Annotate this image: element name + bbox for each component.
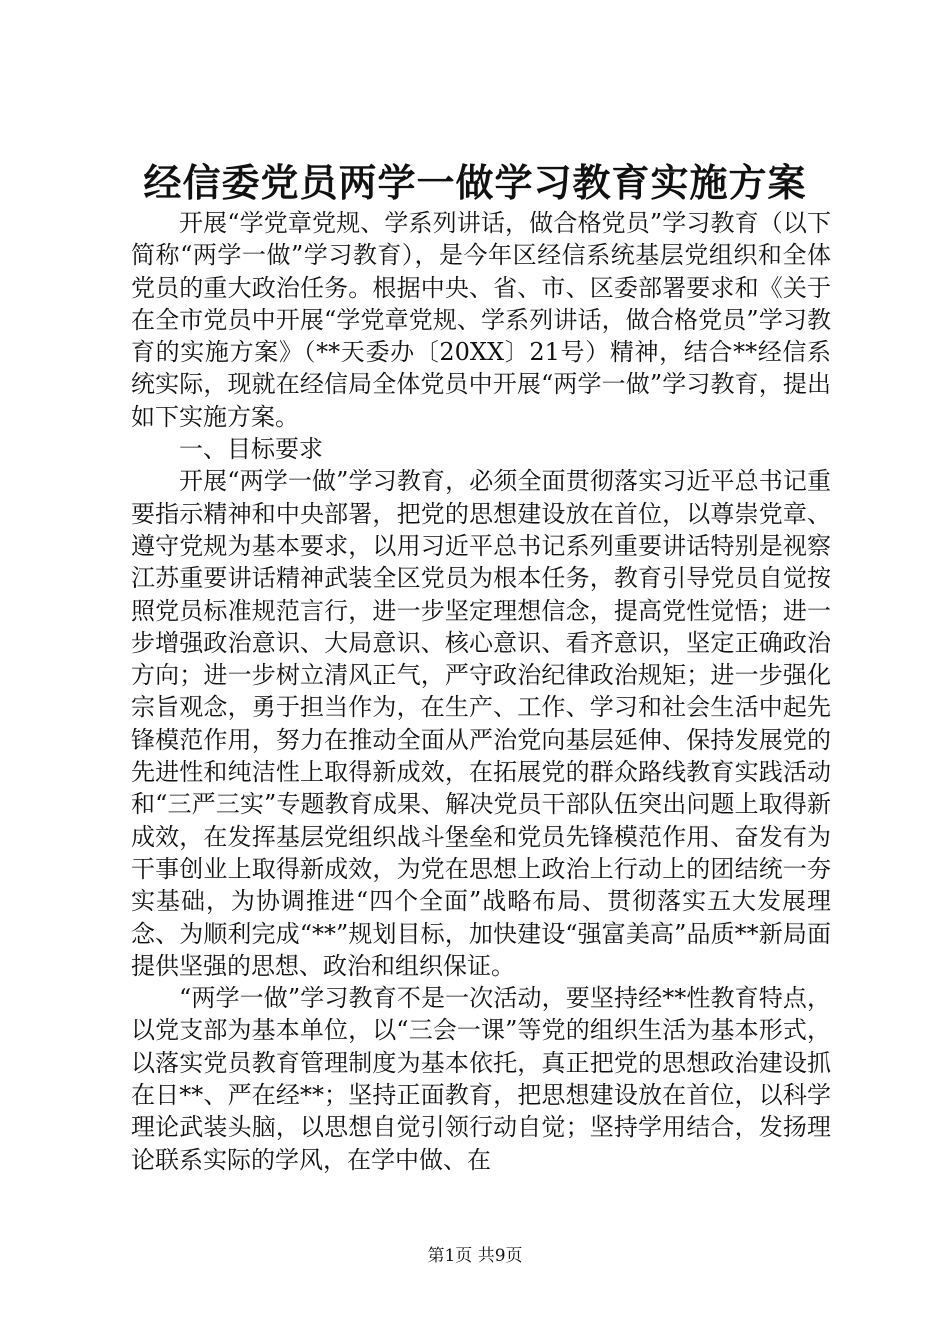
section-heading-goals: 一、目标要求 bbox=[179, 435, 323, 464]
document-title: 经信委党员两学一做学习教育实施方案 bbox=[143, 160, 807, 205]
goals-paragraph: 开展“两学一做”学习教育，必须全面贯彻落实习近平总书记重要指示精神和中央部署，把党的思想建设放在首位，以尊崇党章、遵守党规为基本要求，以用习近平总书记系列重要讲话特别是视察江苏重要讲话精神武装全区党员为根本任务，教育引导党员自觉按照党员标准规范言行，进一步坚定理想信念，提高党性觉悟；进一步增强政治意识、大局意识、核心意识、看齐意识，坚定正确政治方向；进一步树立清风正气，严守政治纪律政治规矩；进一步强化宗旨观念，勇于担当作为，在生产、工作、学习和社会生活中起先锋模范作用，努力在推动全面从严治党向基层延伸、保持发展党的先进性和纯洁性上取得新成效，在拓展党的群众路线教育实践活动和“三严三实”专题教育成果、解决党员干部队伍突出问题上取得新成效，在发挥基层党组织战斗堡垒和党员先锋模范作用、奋发有为干事创业上取得新成效，为党在思想上政治上行动上的团结统一夯实基础，为协调推进“四个全面”战略布局、贯彻落实五大发展理念、为顺利完成“**”规划目标，加快建设“强富美高”品质**新局面提供坚强的思想、政治和组织保证。 bbox=[131, 467, 831, 980]
intro-paragraph: 开展“学党章党规、学系列讲话，做合格党员”学习教育（以下简称“两学一做”学习教育），是今年区经信系统基层党组织和全体党员的重大政治任务。根据中央、省、市、区委部署要求和《关于在全市党员中开展“学党章党规、学系列讲话，做合格党员”学习教育的实施方案》（**天委办〔20XX〕21号）精神，结合**经信系统实际，现就在经信局全体党员中开展“两学一做”学习教育，提出如下实施方案。 bbox=[131, 209, 831, 431]
document-body bbox=[131, 207, 831, 1176]
principles-paragraph: “两学一做”学习教育不是一次活动，要坚持经**性教育特点，以党支部为基本单位，以“三会一课”等党的组织生活为基本形式，以落实党员教育管理制度为基本依托，真正把党的思想政治建设抓在日**、严在经**；坚持正面教育，把思想建设放在首位，以科学理论武装头脑，以思想自觉引领行动自觉；坚持学用结合，发扬理论联系实际的学风，在学中做、在 bbox=[131, 984, 831, 1174]
page-number-footer: 第1页 共9页 bbox=[427, 1246, 523, 1266]
